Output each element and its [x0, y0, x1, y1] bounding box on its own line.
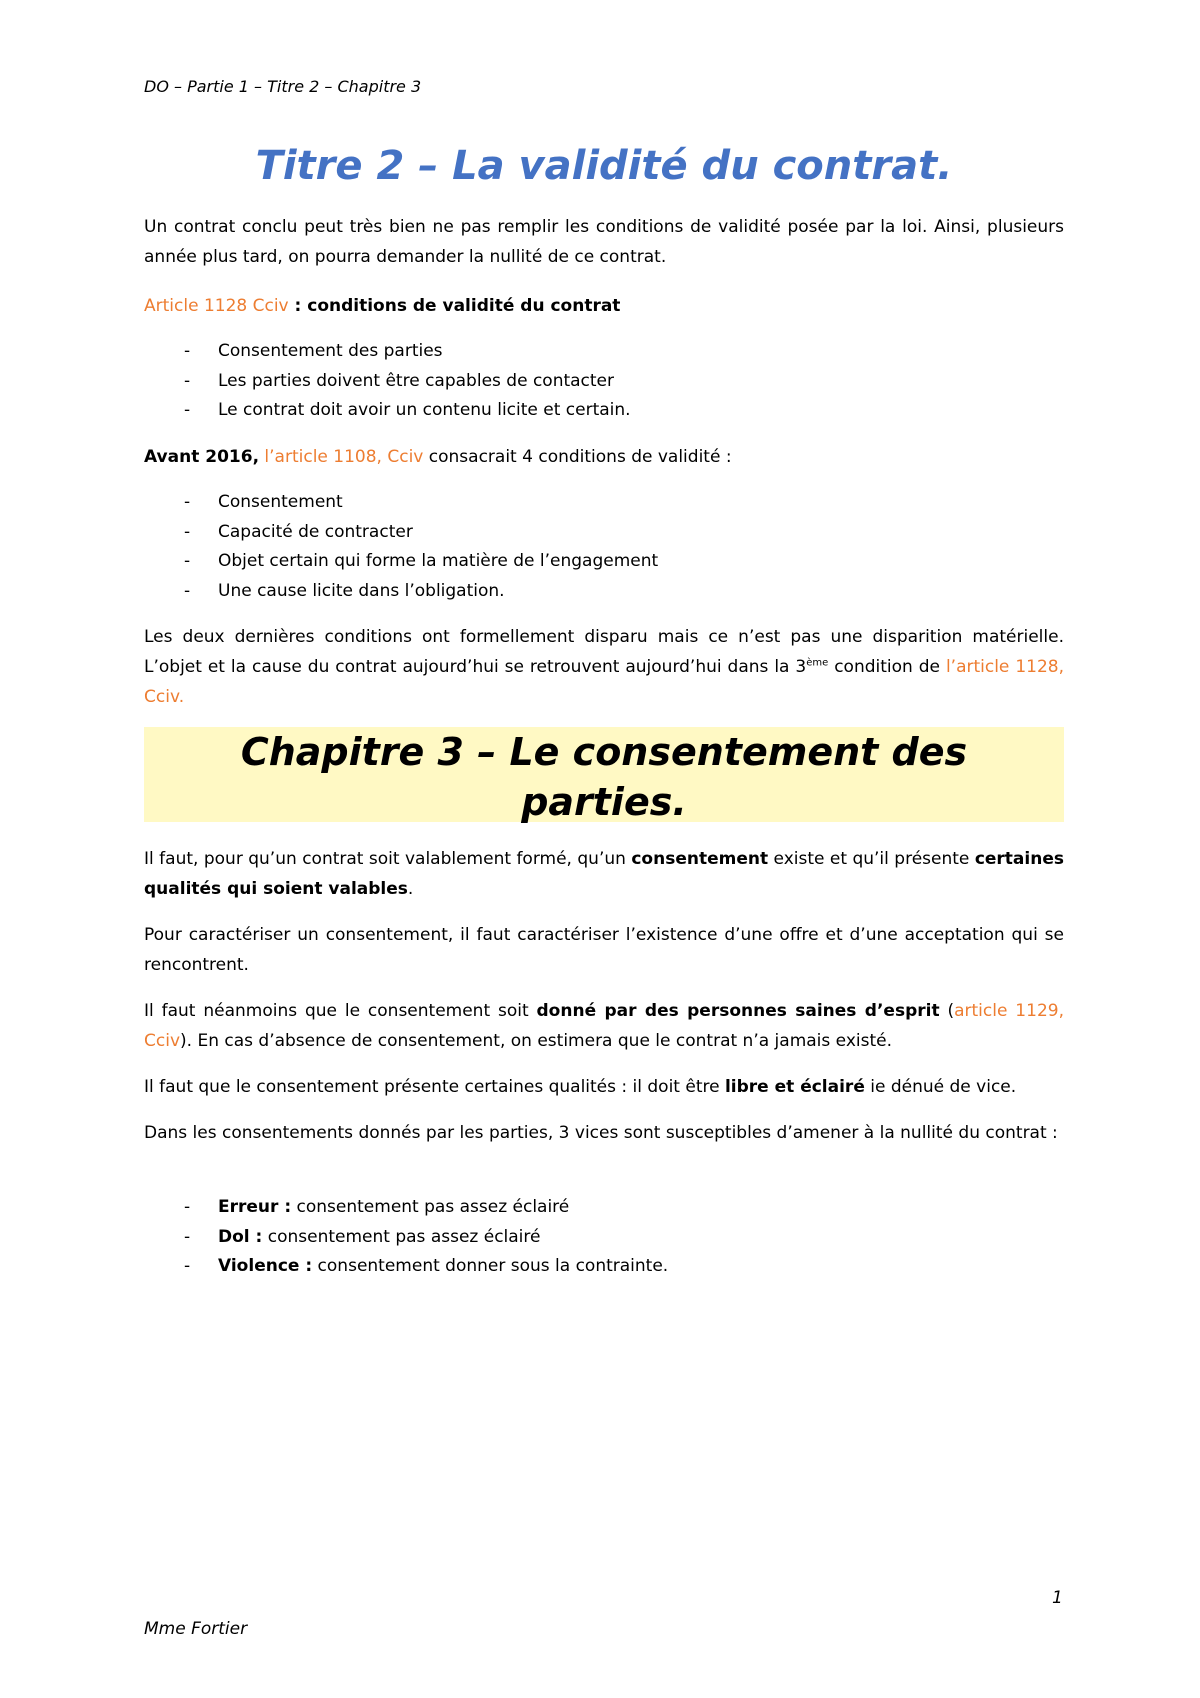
consent-paragraph-5: Dans les consentements donnés par les parties, 3 vices sont susceptibles d’amener à la nullité du contrat : [144, 1123, 1058, 1143]
article-1128-label: conditions de validité du contrat [307, 296, 621, 316]
list-item: - Objet certain qui forme la matière de l’engagement [184, 551, 659, 571]
deux-conditions-paragraph: Les deux dernières conditions ont formellement disparu mais ce n’est pas une disparition matérielle. L’objet et la cause du contrat aujourd’hui se retrouvent aujourd’hui dans la 3ème condition de l’article 1128, Cciv. [144, 627, 1064, 707]
vices-list [144, 1193, 1064, 1282]
list-item: - Violence : consentement donner sous la contrainte. [184, 1256, 669, 1276]
article-1128-ref-2: l’article 1128, Cciv [144, 657, 1064, 707]
article-1128-separator: : [288, 296, 308, 316]
conditions-list [144, 337, 1064, 426]
consent-paragraph-4: Il faut que le consentement présente certaines qualités : il doit être libre et éclairé ie dénué de vice. [144, 1077, 1017, 1097]
avant-2016-bold: Avant 2016, [144, 447, 260, 467]
old-conditions-list [144, 488, 1064, 606]
list-item: - Le contrat doit avoir un contenu licite et certain. [184, 400, 631, 420]
article-1128-line [144, 291, 1064, 321]
intro-paragraph: Un contrat conclu peut très bien ne pas remplir les conditions de validité posée par la loi. Ainsi, plusieurs année plus tard, on pourra demander la nullité de ce contrat. [144, 217, 1064, 267]
list-item: - Dol : consentement pas assez éclairé [184, 1226, 541, 1247]
page-number: 1 [1052, 1588, 1063, 1608]
list-item: - Les parties doivent être capables de contacter [184, 370, 615, 391]
consent-paragraph-2: Pour caractériser un consentement, il faut caractériser l’existence d’une offre et d’une acceptation qui se rencontrent. [144, 925, 1064, 975]
article-1129-ref: article 1129, Cciv [144, 1001, 1064, 1051]
list-item: - Consentement des parties [184, 341, 443, 361]
list-item: - Consentement [184, 492, 343, 512]
chapter-heading: Chapitre 3 – Le consentement des parties. [144, 727, 1064, 822]
article-1108-ref: l’article 1108, Cciv [259, 447, 424, 467]
page-title: Titre 2 – La validité du contrat. [255, 143, 953, 189]
page-footer: Mme Fortier [144, 1619, 248, 1639]
list-item: - Capacité de contracter [184, 521, 413, 542]
list-item: - Une cause licite dans l’obligation. [184, 580, 505, 601]
avant-2016-line: Avant 2016, l’article 1108, Cciv consacrait 4 conditions de validité : [144, 447, 732, 467]
page-header: DO – Partie 1 – Titre 2 – Chapitre 3 [144, 77, 422, 96]
article-1128-ref: Article 1128 Cciv [144, 296, 289, 316]
consent-paragraph-1: Il faut, pour qu’un contrat soit valablement formé, qu’un consentement existe et qu’il présente certaines qualités qui soient valables. [144, 849, 1064, 899]
list-item: - Erreur : consentement pas assez éclairé [184, 1197, 570, 1217]
consent-paragraph-3: Il faut néanmoins que le consentement soit donné par des personnes saines d’esprit (article 1129, Cciv). En cas d’absence de consentement, on estimera que le contrat n’a jamais existé. [144, 1001, 1064, 1051]
